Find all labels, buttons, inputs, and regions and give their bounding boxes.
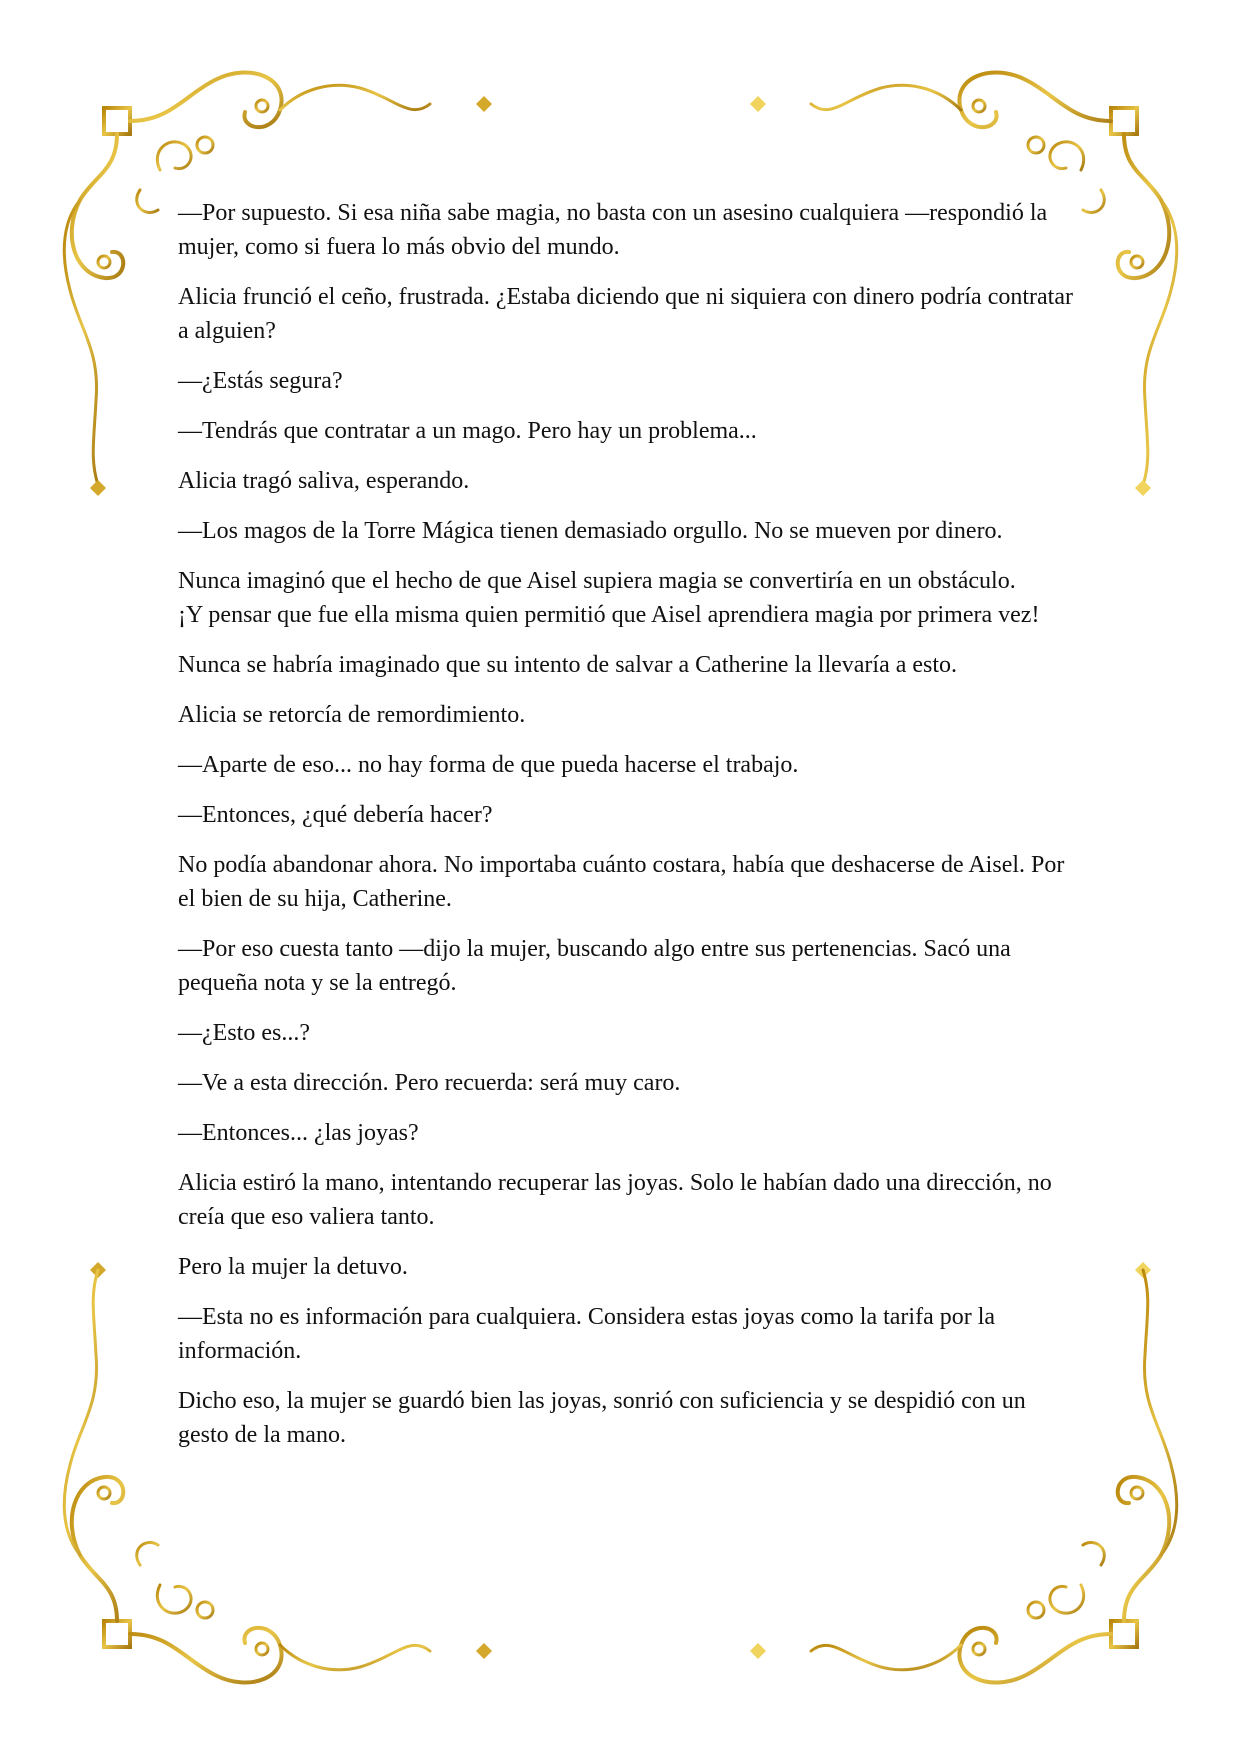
paragraph: Alicia tragó saliva, esperando. [178, 468, 470, 494]
diamond-ornament [476, 96, 492, 112]
paragraph: No podía abandonar ahora. No importaba cuánto costara, había que deshacerse de Aisel. Por el bien de su hija, Catherine. [178, 852, 1065, 912]
paragraph: —Aparte de eso... no hay forma de que pueda hacerse el trabajo. [178, 752, 799, 778]
story-text [178, 196, 1078, 1468]
paragraph: Alicia se retorcía de remordimiento. [178, 702, 526, 728]
paragraph: —Tendrás que contratar a un mago. Pero hay un problema... [178, 418, 757, 444]
paragraph: Alicia estiró la mano, intentando recuperar las joyas. Solo le habían dado una dirección, no creía que eso valiera tanto. [178, 1170, 1052, 1230]
diamond-ornament [750, 1643, 766, 1659]
paragraph: —Entonces... ¿las joyas? [178, 1120, 419, 1146]
paragraph: —Por eso cuesta tanto —dijo la mujer, buscando algo entre sus pertenencias. Sacó una pequeña nota y se la entregó. [178, 936, 1011, 996]
diamond-ornament [90, 480, 106, 496]
paragraph: Pero la mujer la detuvo. [178, 1254, 408, 1280]
paragraph: Dicho eso, la mujer se guardó bien las joyas, sonrió con suficiencia y se despidió con un gesto de la mano. [178, 1388, 1026, 1448]
paragraph: Nunca se habría imaginado que su intento de salvar a Catherine la llevaría a esto. [178, 652, 958, 678]
paragraph: Alicia frunció el ceño, frustrada. ¿Estaba diciendo que ni siquiera con dinero podría contratar a alguien? [178, 284, 1073, 344]
paragraph: —¿Estás segura? [178, 368, 343, 394]
paragraph: —Ve a esta dirección. Pero recuerda: será muy caro. [178, 1070, 681, 1096]
diamond-ornament [1135, 480, 1151, 496]
diamond-ornament [476, 1643, 492, 1659]
diamond-ornament [750, 96, 766, 112]
paragraph: Nunca imaginó que el hecho de que Aisel supiera magia se convertiría en un obstáculo. ¡Y pensar que fue ella misma quien permitió que Aisel aprendiera magia por primera vez! [178, 568, 1040, 628]
paragraph: —Los magos de la Torre Mágica tienen demasiado orgullo. No se mueven por dinero. [178, 518, 1003, 544]
paragraph: —Esta no es información para cualquiera. Considera estas joyas como la tarifa por la información. [178, 1304, 996, 1364]
paragraph: —Por supuesto. Si esa niña sabe magia, no basta con un asesino cualquiera —respondió la mujer, como si fuera lo más obvio del mundo. [178, 200, 1048, 260]
paragraph: —Entonces, ¿qué debería hacer? [178, 802, 493, 828]
paragraph: —¿Esto es...? [178, 1020, 310, 1046]
